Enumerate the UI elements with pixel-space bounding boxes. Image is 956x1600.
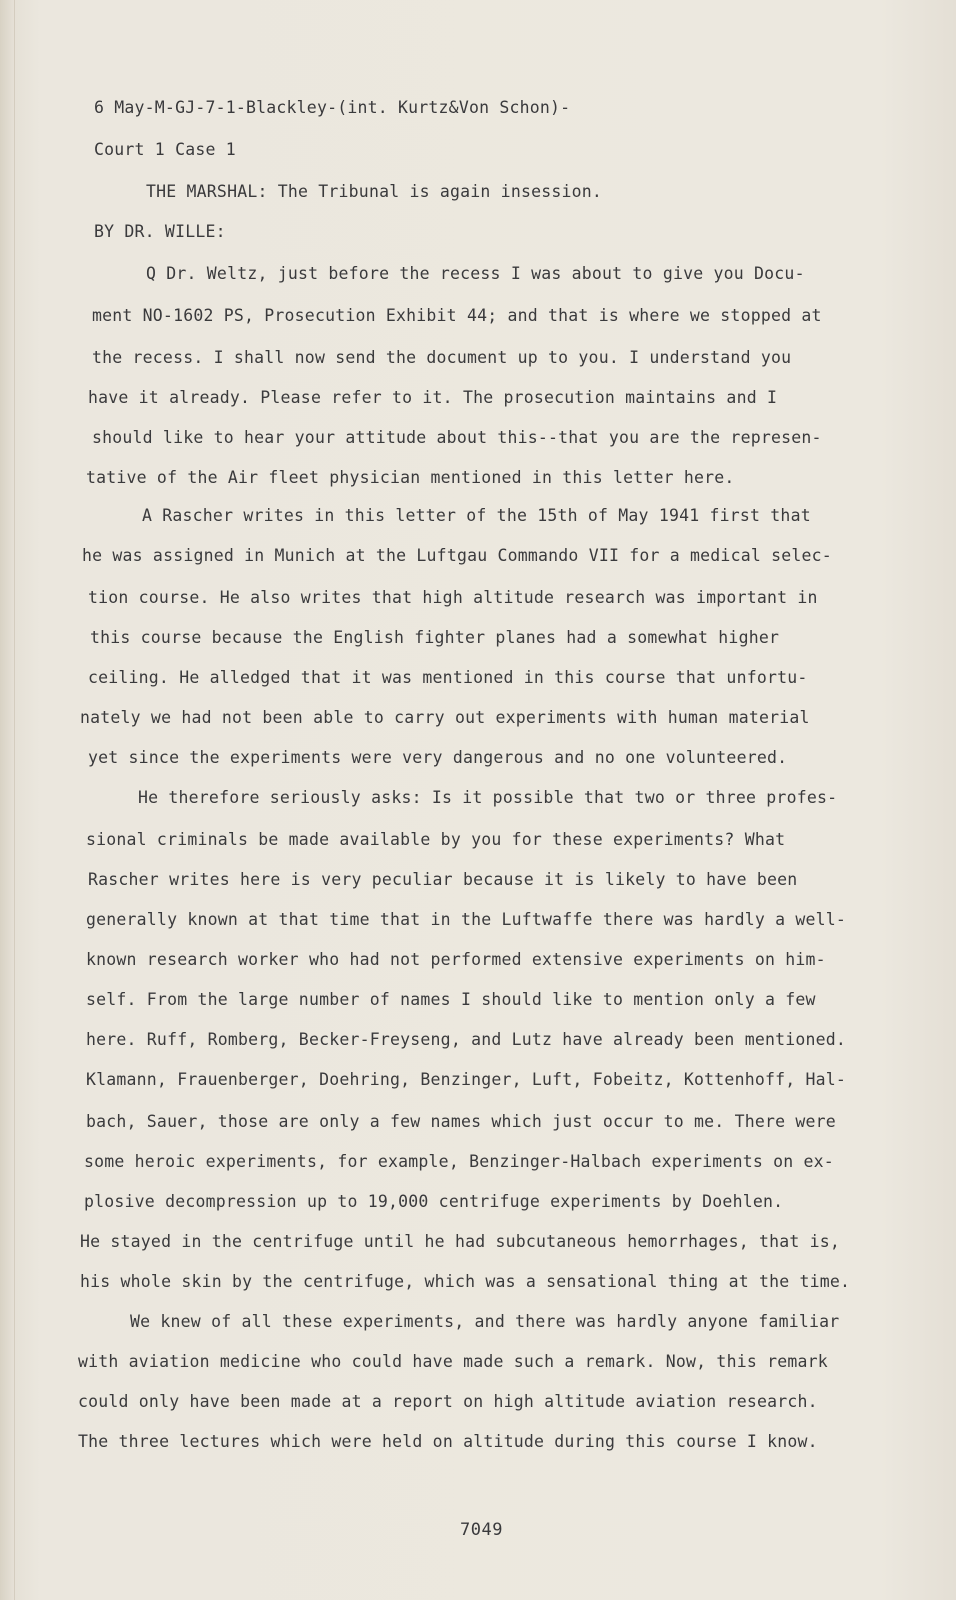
text-line: He stayed in the centrifuge until he had subcutaneous hemorrhages, that is, [80, 1232, 841, 1251]
text-line: sional criminals be made available by you for these experiments? What [86, 830, 786, 849]
text-line: with aviation medicine who could have made such a remark. Now, this remark [78, 1352, 828, 1371]
text-line: Klamann, Frauenberger, Doehring, Benzinger, Luft, Fobeitz, Kottenhoff, Hal- [86, 1070, 847, 1089]
text-line: generally known at that time that in the Luftwaffe there was hardly a well- [86, 910, 847, 929]
text-line: the recess. I shall now send the document up to you. I understand you [92, 348, 792, 367]
marshal-statement: THE MARSHAL: The Tribunal is again insession. [146, 182, 603, 201]
text-line: could only have been made at a report on high altitude aviation research. [78, 1392, 818, 1411]
text-line: ment NO-1602 PS, Prosecution Exhibit 44; and that is where we stopped at [92, 306, 822, 325]
text-line: should like to hear your attitude about this--that you are the represen- [92, 428, 822, 447]
text-line: here. Ruff, Romberg, Becker-Freyseng, and Lutz have already been mentioned. [86, 1030, 847, 1049]
text-line: A Rascher writes in this letter of the 15th of May 1941 first that [142, 506, 811, 525]
text-line: tion course. He also writes that high altitude research was important in [88, 588, 818, 607]
text-line: Rascher writes here is very peculiar because it is likely to have been [88, 870, 798, 889]
page-number: 7049 [460, 1520, 503, 1540]
text-line: plosive decompression up to 19,000 centrifuge experiments by Doehlen. [84, 1192, 784, 1211]
text-line: He therefore seriously asks: Is it possible that two or three profes- [138, 788, 838, 807]
text-line: some heroic experiments, for example, Benzinger-Halbach experiments on ex- [84, 1152, 834, 1171]
header-line-2: Court 1 Case 1 [94, 140, 236, 159]
text-line: yet since the experiments were very dangerous and no one volunteered. [88, 748, 788, 767]
text-line: his whole skin by the centrifuge, which was a sensational thing at the time. [80, 1272, 851, 1291]
text-line: known research worker who had not performed extensive experiments on him- [86, 950, 826, 969]
text-line: The three lectures which were held on altitude during this course I know. [78, 1432, 818, 1451]
text-line: he was assigned in Munich at the Luftgau Commando VII for a medical selec- [82, 546, 832, 565]
text-line: tative of the Air fleet physician mentioned in this letter here. [86, 468, 735, 487]
text-line: have it already. Please refer to it. The prosecution maintains and I [88, 388, 778, 407]
text-line: bach, Sauer, those are only a few names which just occur to me. There were [86, 1112, 836, 1131]
page-edge [0, 0, 15, 1600]
text-line: nately we had not been able to carry out experiments with human material [80, 708, 810, 727]
text-line: this course because the English fighter planes had a somewhat higher [90, 628, 780, 647]
examiner-heading: BY DR. WILLE: [94, 222, 226, 241]
text-line: self. From the large number of names I should like to mention only a few [86, 990, 816, 1009]
text-line: Q Dr. Weltz, just before the recess I was about to give you Docu- [146, 264, 805, 283]
header-line-1: 6 May-M-GJ-7-1-Blackley-(int. Kurtz&Von Schon)- [94, 98, 571, 117]
text-line: We knew of all these experiments, and there was hardly anyone familiar [130, 1312, 840, 1331]
text-line: ceiling. He alledged that it was mentioned in this course that unfortu- [88, 668, 808, 687]
